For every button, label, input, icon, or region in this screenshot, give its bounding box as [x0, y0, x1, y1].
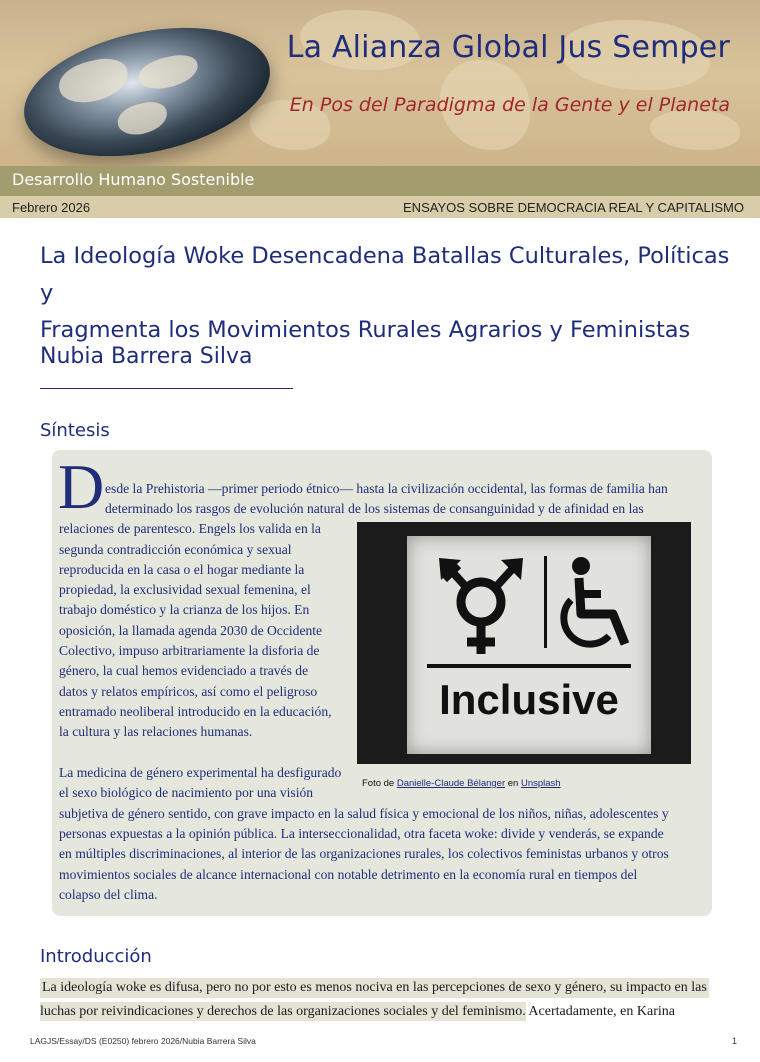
synthesis-line: propiedad, la exclusividad sexual femenina, el	[59, 582, 311, 597]
synthesis-line: la cultura y las relaciones humanas.	[59, 724, 253, 739]
author-name: Nubia Barrera Silva	[40, 344, 253, 369]
caption-middle: en	[507, 778, 519, 789]
synthesis-line: datos y relatos empíricos, así como el peligroso	[59, 684, 318, 699]
synthesis-line: movimientos sociales de alcance internacional con notable detrimento en la economía rural en tiempos del	[59, 867, 638, 882]
series-label: ENSAYOS SOBRE DEMOCRACIA REAL Y CAPITALISMO	[403, 200, 744, 215]
synthesis-line: segunda contradicción económica y sexual	[59, 542, 292, 557]
synthesis-line: subjetiva de género sentido, con grave impacto en la salud física y emocional de los niños, niñas, adolescentes y	[59, 806, 669, 821]
inclusive-sign	[407, 536, 651, 754]
introduction-heading: Introducción	[40, 946, 152, 967]
photo-caption	[362, 778, 561, 789]
publication-date: Febrero 2026	[12, 200, 91, 215]
synthesis-line: trabajo doméstico y la crianza de los hijos. En	[59, 602, 310, 617]
sign-divider	[544, 556, 547, 648]
introduction-line-2-highlight: luchas por reivindicaciones y derechos de las organizaciones sociales y del feminismo.	[40, 1004, 526, 1019]
transgender-symbol-icon	[431, 554, 531, 662]
article-title	[40, 238, 740, 349]
caption-prefix: Foto de	[362, 778, 395, 789]
synthesis-line: Colectivo, impuso arbitrariamente la disforia de	[59, 643, 320, 658]
sign-text: Inclusive	[439, 676, 619, 723]
synthesis-heading: Síntesis	[40, 420, 110, 441]
site-subtitle: En Pos del Paradigma de la Gente y el Planeta	[289, 94, 730, 116]
footer-reference: LAGJS/Essay/DS (E0250) febrero 2026/Nubia Barrera Silva	[30, 1036, 256, 1046]
synthesis-line: determinado los rasgos de evolución natural de los sistemas de consanguinidad y de afinidad en las	[105, 501, 644, 516]
title-line-2: Fragmenta los Movimientos Rurales Agrarios y Feministas	[40, 317, 691, 343]
page-number: 1	[732, 1036, 738, 1046]
introduction-line-2	[40, 1004, 675, 1020]
author-rule	[40, 388, 293, 389]
section-bar	[0, 166, 760, 196]
title-line-1: La Ideología Woke Desencadena Batallas Culturales, Políticas y	[40, 243, 730, 306]
header-banner	[0, 0, 760, 166]
introduction-line-1: La ideología woke es difusa, pero no por esto es menos nociva en las percepciones de sexo y género, su impacto en las	[40, 978, 709, 998]
synthesis-line: oposición, la llamada agenda 2030 de Occidente	[59, 623, 323, 638]
drop-cap: D	[58, 451, 105, 522]
synthesis-line: esde la Prehistoria —primer periodo étnico— hasta la civilización occidental, las formas de familia han	[105, 481, 668, 496]
synthesis-line: La medicina de género experimental ha desfigurado	[59, 765, 342, 780]
synthesis-line: relaciones de parentesco. Engels los valida en la	[59, 521, 321, 536]
inclusive-sign-photo	[357, 522, 691, 764]
synthesis-line: colapso del clima.	[59, 887, 158, 902]
date-bar	[0, 196, 760, 218]
section-label: Desarrollo Humano Sostenible	[12, 170, 255, 189]
caption-author-link[interactable]: Danielle-Claude Bélanger	[396, 778, 506, 789]
introduction-line-2-rest: Acertadamente, en Karina	[525, 1004, 675, 1019]
synthesis-line: género, la cual hemos evidenciado a través de	[59, 663, 309, 678]
synthesis-line: reproducida en la casa o el hogar mediante la	[59, 562, 305, 577]
synthesis-line: personas expuestas a la opinión pública. La interseccionalidad, otra faceta woke: divide y venderás, se expande	[59, 826, 664, 841]
globe-logo	[12, 7, 281, 166]
synthesis-line: entramado neoliberal introducido en la educación,	[59, 704, 332, 719]
sign-rule	[427, 664, 631, 668]
synthesis-line: en múltiples discriminaciones, al interior de las organizaciones rurales, los colectivos feministas urbanos y otros	[59, 846, 669, 861]
synthesis-line: el sexo biológico de nacimiento por una visión	[59, 785, 314, 800]
site-title: La Alianza Global Jus Semper	[286, 30, 730, 65]
caption-source-link[interactable]: Unsplash	[520, 778, 561, 789]
wheelchair-icon	[557, 556, 637, 656]
